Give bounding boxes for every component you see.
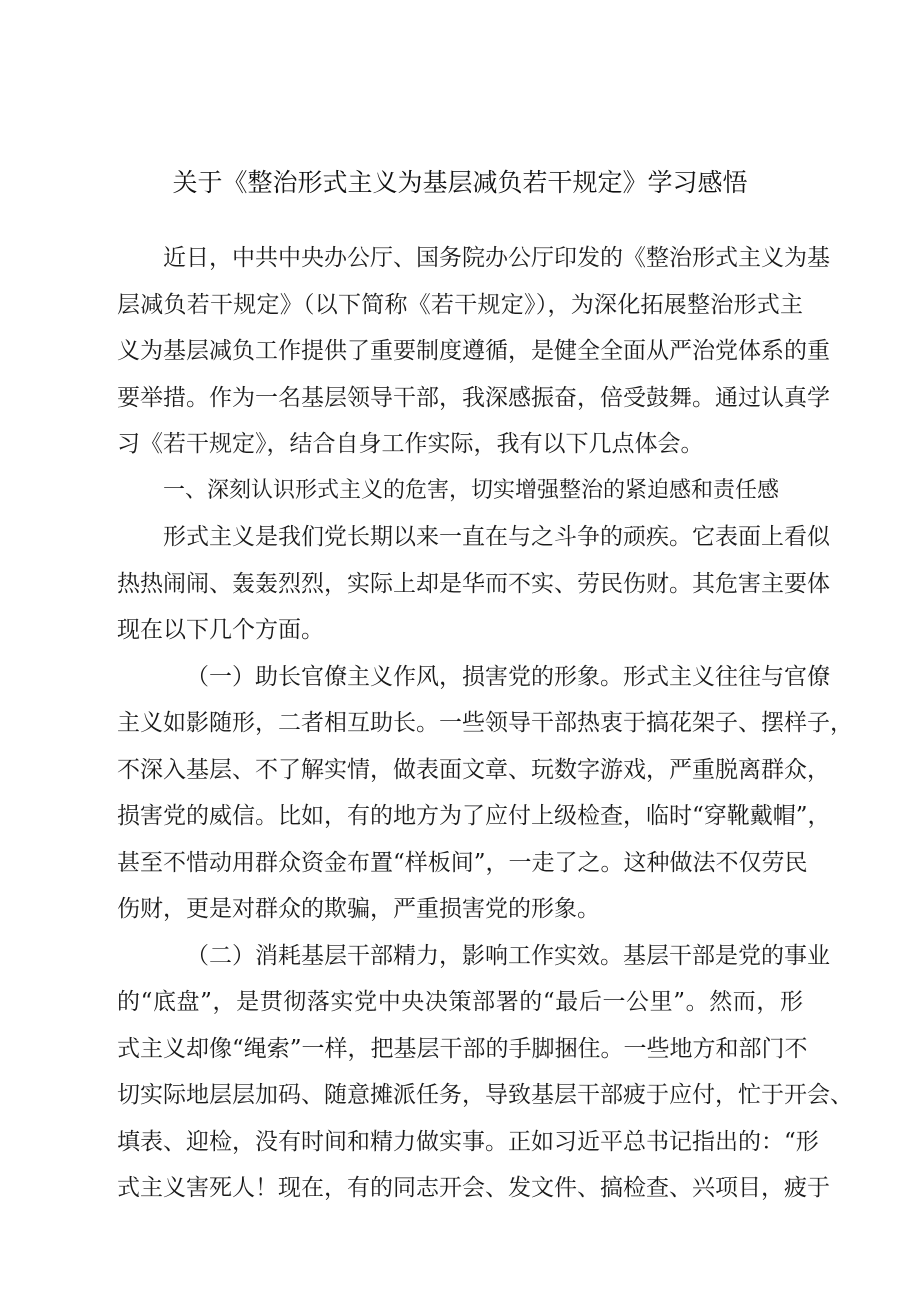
- paragraph-line: （二）消耗基层干部精力，影响工作实效。基层干部是党的事业: [186, 942, 830, 969]
- paragraph-line: 近日，中共中央办公厅、国务院办公厅印发的《整治形式主义为基: [163, 245, 830, 271]
- paragraph-line: 式主义却像“绳索”一样，把基层干部的手脚捆住。一些地方和部门不: [117, 1035, 808, 1062]
- paragraph-line: 现在以下几个方面。: [117, 617, 324, 643]
- paragraph-line: 层减负若干规定》（以下简称《若干规定》），为深化拓展整治形式主: [117, 291, 803, 318]
- section-heading: 一、深刻认识形式主义的危害，切实增强整治的紧迫感和责任感: [163, 477, 780, 503]
- paragraph-line: 要举措。作为一名基层领导干部，我深感振奋，倍受鼓舞。通过认真学: [117, 384, 830, 411]
- paragraph-line: 填表、迎检，没有时间和精力做实事。正如习近平总书记指出的：“形: [117, 1128, 819, 1155]
- paragraph-line: 的“底盘”，是贯彻落实党中央决策部署的“最后一公里”。然而，形: [117, 989, 803, 1015]
- paragraph-line: 热热闹闹、轰轰烈烈，实际上却是华而不实、劳民伤财。其危害主要体: [117, 570, 830, 597]
- paragraph-line: 切实际地层层加码、随意摊派任务，导致基层干部疲于应付，忙于开会、: [117, 1082, 853, 1108]
- paragraph-line: 甚至不惜动用群众资金布置“样板间”，一走了之。这种做法不仅劳民: [117, 849, 808, 876]
- paragraph-line: 形式主义是我们党长期以来一直在与之斗争的顽疾。它表面上看似: [163, 524, 830, 550]
- paragraph-line: 损害党的威信。比如，有的地方为了应付上级检查，临时“穿靴戴帽”，: [117, 803, 831, 829]
- paragraph-line: 式主义害死人！现在，有的同志开会、发文件、搞检查、兴项目，疲于: [117, 1175, 830, 1201]
- paragraph-line: 伤财，更是对群众的欺骗，严重损害党的形象。: [117, 896, 600, 922]
- paragraph-line: （一）助长官僚主义作风，损害党的形象。形式主义往往与官僚: [186, 663, 830, 690]
- paragraph-line: 义为基层减负工作提供了重要制度遵循，是健全全面从严治党体系的重: [117, 338, 830, 364]
- document-body: [117, 235, 853, 1212]
- paragraph-line: 习《若干规定》，结合自身工作实际，我有以下几点体会。: [117, 431, 704, 457]
- document-title: 关于《整治形式主义为基层减负若干规定》学习感悟: [172, 168, 748, 197]
- paragraph-line: 主义如影随形，二者相互助长。一些领导干部热衷于搞花架子、摆样子，: [117, 710, 853, 736]
- paragraph-line: 不深入基层、不了解实情，做表面文章、玩数字游戏，严重脱离群众，: [117, 756, 830, 783]
